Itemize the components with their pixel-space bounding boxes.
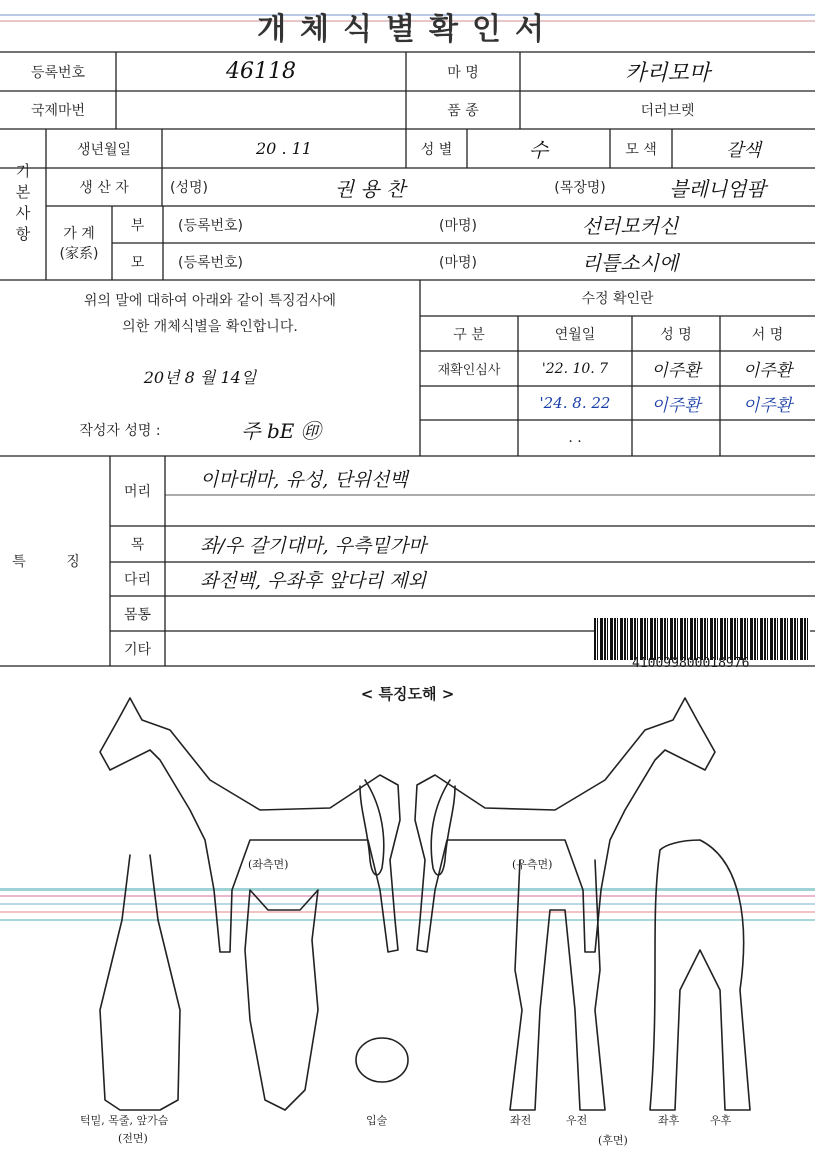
sire-reg-label: (등록번호) [178, 217, 244, 234]
features-section-label: 특 징 [12, 554, 98, 570]
revision-row-name: 이주환 [651, 361, 701, 381]
basic-info-section-label: 기본사항 [13, 162, 32, 247]
revision-row-sign: 이주환 [742, 395, 793, 416]
left-side-horse [100, 698, 400, 952]
lineage-label: 가 계 [63, 226, 95, 242]
leg-value: 좌전백, 우좌후 앞다리 제외 [200, 569, 427, 592]
leg-label: 다리 [123, 572, 152, 588]
right-tail [431, 780, 455, 875]
document-title: 개체식별확인서 [257, 12, 558, 47]
horse-name-label: 마 명 [447, 64, 479, 81]
muzzle-drawing [356, 1038, 408, 1082]
sire-horse-value: 선러모커신 [581, 214, 679, 238]
diagram-title: < 특징도해 > [360, 685, 455, 703]
international-number-label: 국제마번 [30, 103, 86, 119]
breed-value: 더러브렛 [640, 103, 695, 119]
confirm-line-2: 의한 개체식별을 확인합니다. [122, 319, 298, 335]
other-label: 기타 [123, 641, 152, 658]
dam-horse-label: (마명) [439, 254, 477, 271]
revision-col-name: 성 명 [660, 326, 692, 343]
revision-row-type [420, 386, 518, 420]
sire-horse-label: (마명) [439, 217, 477, 234]
body-value [200, 596, 580, 631]
breeder-name-value: 권 용 찬 [334, 176, 406, 201]
neck-label: 목 [130, 537, 145, 553]
breed-label: 품 종 [447, 103, 479, 119]
revision-header: 수정 확인란 [581, 291, 654, 307]
revision-row-date: . . [568, 430, 582, 446]
breeder-name-label: (성명) [170, 180, 208, 196]
body-label: 몸통 [123, 606, 152, 623]
dam-label: 모 [130, 254, 145, 271]
revision-col-date: 연월일 [554, 326, 596, 343]
sire-label: 부 [130, 217, 145, 234]
front-caption: 턱밑, 목줄, 앞가슴 [80, 1114, 169, 1127]
revision-col-type: 구 분 [453, 326, 485, 343]
registration-number-label: 등록번호 [30, 64, 86, 81]
rear-right-caption: 우후 [710, 1114, 732, 1127]
revision-row-sign: 이주환 [742, 361, 793, 381]
head-label: 머리 [123, 484, 152, 500]
revision-row-name: 이주환 [651, 395, 701, 416]
revision-row-sign [720, 420, 815, 456]
barcode-number: 410099800018976 [632, 656, 750, 671]
forelegs-front [510, 860, 605, 1110]
birth-date-label: 생년월일 [76, 141, 132, 158]
writer-label: 작성자 성명 : [79, 423, 161, 439]
revision-row-type: 재확인심사 [437, 363, 501, 378]
horse-diagram [0, 690, 815, 1164]
sex-label: 성 별 [420, 141, 453, 158]
hindquarters-rear [650, 840, 750, 1110]
lip-caption: 입술 [366, 1114, 388, 1127]
head-front-view [245, 890, 318, 1110]
front-left-caption: 좌전 [510, 1114, 532, 1127]
sex-value: 수 [528, 138, 549, 162]
farm-name-value: 블레니엄팜 [669, 176, 766, 201]
other-value [200, 631, 580, 666]
farm-name-label: (목장명) [554, 180, 606, 196]
lineage-han-label: (家系) [59, 246, 99, 262]
front-right-caption: 우전 [566, 1114, 588, 1127]
revision-row-date: '22. 10. 7 [541, 360, 609, 377]
rear-sub-caption: (후면) [598, 1134, 628, 1147]
horse-name-value: 카리모마 [624, 61, 710, 86]
registration-number-value: 46118 [226, 59, 296, 84]
front-sub-caption: (전면) [118, 1132, 148, 1145]
left-tail [360, 780, 384, 875]
barcode [594, 618, 810, 660]
dam-reg-label: (등록번호) [178, 254, 244, 271]
revision-col-sign: 서 명 [751, 326, 784, 343]
front-view-horse [100, 855, 180, 1110]
birth-date-value: 20 . 11 [256, 139, 312, 158]
confirm-date: 20년 8 월 14일 [143, 367, 257, 387]
coat-color-value: 갈색 [726, 139, 761, 161]
right-side-caption: (우측면) [512, 858, 553, 871]
revision-row-date: '24. 8. 22 [539, 394, 611, 412]
coat-color-label: 모 색 [625, 141, 657, 158]
left-side-caption: (좌측면) [248, 858, 289, 871]
writer-signature: 주 bE ㊞ [241, 418, 321, 443]
neck-value: 좌/우 갈기대마, 우측밑가마 [200, 534, 427, 557]
rear-left-caption: 좌후 [658, 1114, 680, 1127]
revision-row-name [632, 420, 720, 456]
head-value: 이마대마, 유성, 단위선백 [200, 468, 408, 491]
international-number-value [116, 91, 406, 129]
revision-row-type [420, 420, 518, 456]
confirm-line-1: 위의 말에 대하여 아래와 같이 특징검사에 [83, 293, 337, 309]
breeder-label: 생 산 자 [79, 180, 129, 196]
dam-horse-value: 리틀소시에 [581, 251, 679, 275]
